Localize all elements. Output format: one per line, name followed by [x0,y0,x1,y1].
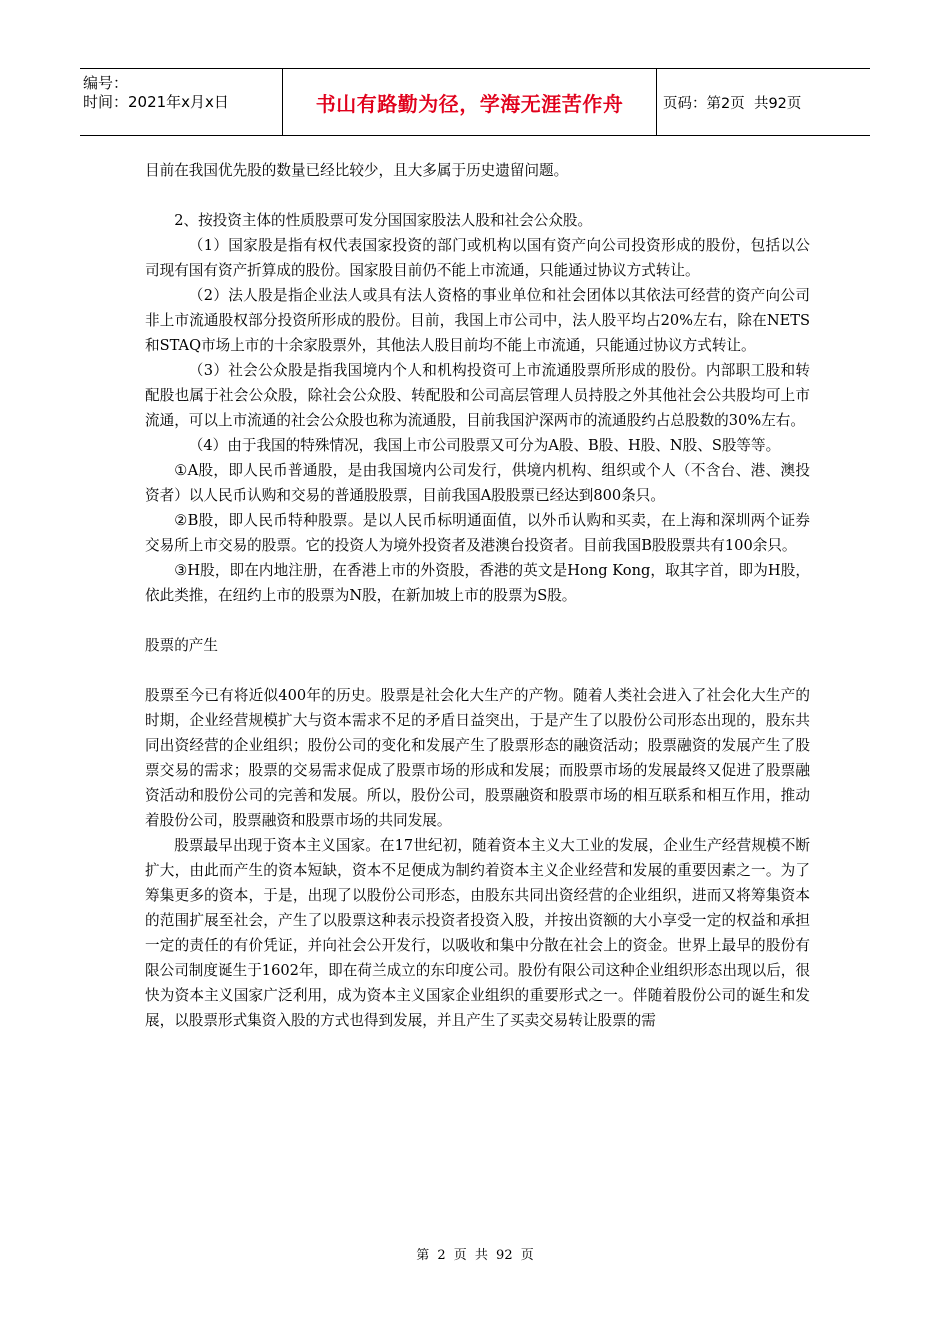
document-body [145,158,810,1033]
paragraph: 目前在我国优先股的数量已经比较少，且大多属于历史遗留问题。 [145,162,569,179]
paragraph-share-types: （4）由于我国的特殊情况，我国上市公司股票又可分为A股、B股、H股、N股、S股等等。 [188,437,781,454]
section-title: 股票的产生 [145,637,218,654]
document-header [80,68,870,136]
page-info: 页码：第2页 共92页 [663,95,802,112]
paragraph-origin: 股票至今已有将近似400年的历史。股票是社会化大生产的产物。随着人类社会进入了社会化大生产的时期，企业经营规模扩大与资本需求不足的矛盾日益突出，于是产生了以股份公司形态出现的，股东共同出资经营的企业组织；股份公司的变化和发展产生了股票形态的融资活动；股票融资的发展产生了股票交易的需求；股票的交易需求促成了股票市场的形成和发展；而股票市场的发展最终又促进了股票融资活动和股份公司的完善和发展。所以，股份公司，股票融资和股票市场的相互联系和相互作用，推动着股份公司，股票融资和股票市场的共同发展。 [145,687,810,829]
paragraph-legal-person-shares: （2）法人股是指企业法人或具有法人资格的事业单位和社会团体以其依法可经营的资产向公司非上市流通股权部分投资所形成的股份。目前，我国上市公司中，法人股平均占20%左右，除在NETS和STAQ市场上市的十余家股票外，其他法人股目前均不能上市流通，只能通过协议方式转让。 [145,287,810,354]
doc-number-label: 编号： [83,74,129,92]
paragraph-state-shares: （1）国家股是指有权代表国家投资的部门或机构以国有资产向公司投资形成的股份，包括以公司现有国有资产折算成的股份。国家股目前仍不能上市流通，只能通过协议方式转让。 [145,237,810,279]
date-label: 时间：2021年x月x日 [83,93,229,111]
paragraph-history: 股票最早出现于资本主义国家。在17世纪初，随着资本主义大工业的发展，企业生产经营规模不断扩大，由此而产生的资本短缺，资本不足便成为制约着资本主义企业经营和发展的重要因素之一。为了筹集更多的资本，于是，出现了以股份公司形态，由股东共同出资经营的企业组织，进而又将筹集资本的范围扩展至社会，产生了以股票这种表示投资者投资入股，并按出资额的大小享受一定的权益和承担一定的责任的有价凭证，并向社会公开发行，以吸收和集中分散在社会上的资金。世界上最早的股份有限公司制度诞生于1602年，即在荷兰成立的东印度公司。股份有限公司这种企业组织形态出现以后，很快为资本主义国家广泛利用，成为资本主义国家企业组织的重要形式之一。伴随着股份公司的诞生和发展，以股票形式集资入股的方式也得到发展，并且产生了买卖交易转让股票的需 [145,837,810,1029]
motto-text: 书山有路勤为径，学海无涯苦作舟 [315,91,624,116]
paragraph-public-shares: （3）社会公众股是指我国境内个人和机构投资可上市流通股票所形成的股份。内部职工股和转配股也属于社会公众股，除社会公众股、转配股和公司高层管理人员持股之外其他社会公共股均可上市流通，可以上市流通的社会公众股也称为流通股，目前我国沪深两市的流通股约占总股数的30%左右。 [145,362,810,429]
page-footer: 第 2 页 共 92 页 [416,1248,534,1263]
paragraph-b-shares: ②B股，即人民币特种股票。是以人民币标明通面值，以外币认购和买卖，在上海和深圳两个证券交易所上市交易的股票。它的投资人为境外投资者及港澳台投资者。目前我国B股股票共有100余只。 [145,512,810,554]
paragraph-h-shares: ③H股，即在内地注册，在香港上市的外资股，香港的英文是Hong Kong，取其字首，即为H股，依此类推，在纽约上市的股票为N股，在新加坡上市的股票为S股。 [145,562,810,604]
paragraph-a-shares: ①A股，即人民币普通股，是由我国境内公司发行，供境内机构、组织或个人（不含台、港、澳投资者）以人民币认购和交易的普通股股票，目前我国A股股票已经达到800条只。 [145,462,810,504]
header-motto-cell [283,69,657,135]
header-meta-cell [80,69,283,135]
section-heading-2: 2、按投资主体的性质股票可发分国国家股法人股和社会公众股。 [174,212,593,229]
header-page-cell [657,69,870,135]
